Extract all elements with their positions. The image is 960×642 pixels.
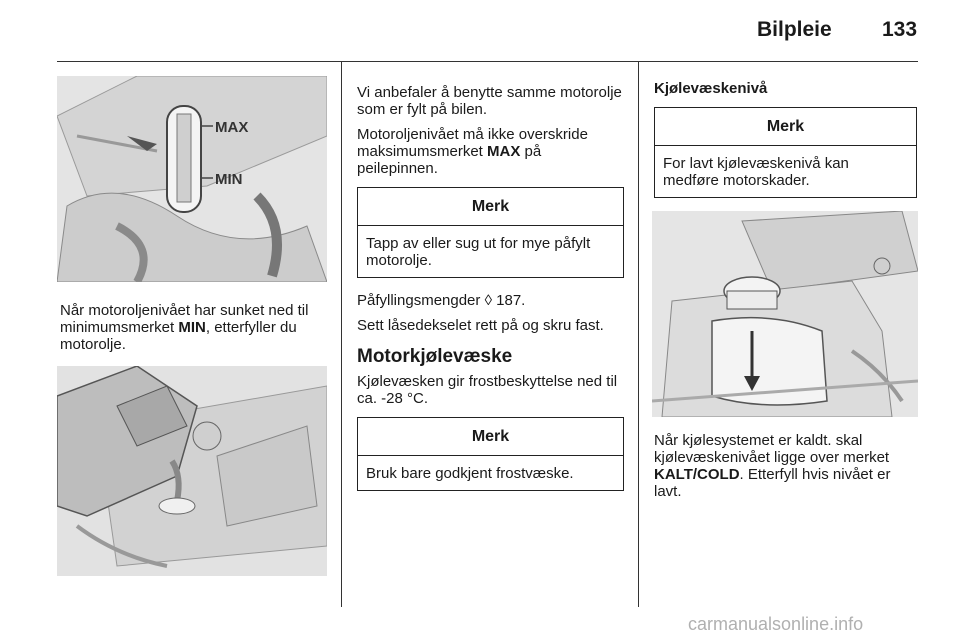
middle-paragraph-4: Sett låsedekselet rett på og skru fast. bbox=[357, 317, 604, 334]
middle-paragraph-2: Motoroljenivået må ikke overskride maksimumsmerket MAX på peilepinnen. bbox=[357, 126, 588, 177]
dipstick-min-label: MIN bbox=[215, 171, 243, 188]
right-column-text-lower bbox=[654, 432, 917, 508]
left-paragraph-1: Når motoroljenivået har sunket ned til minimumsmerket MIN, etterfyller du motorolje. bbox=[60, 302, 309, 353]
note-body: Bruk bare godkjent frostvæske. bbox=[366, 465, 574, 482]
dipstick-max-label: MAX bbox=[215, 119, 249, 136]
note-title: Merk bbox=[358, 418, 623, 456]
page-number: 133 bbox=[882, 18, 918, 41]
right-column-text bbox=[654, 80, 917, 212]
page-title: Bilpleie bbox=[757, 18, 832, 41]
left-column-text bbox=[60, 302, 332, 361]
header-divider bbox=[57, 61, 918, 62]
middle-paragraph-1: Vi anbefaler å benytte samme motorolje som er fylt på bilen. bbox=[357, 84, 622, 118]
section-heading: Motorkjølevæske bbox=[357, 346, 513, 367]
figure-pouring-oil bbox=[57, 366, 327, 576]
column-divider-right bbox=[638, 62, 639, 607]
max-mark: MAX bbox=[487, 143, 521, 160]
min-mark: MIN bbox=[178, 319, 206, 336]
right-paragraph-1: Når kjølesystemet er kaldt. skal kjølevæskenivået ligge over merket KALT/COLD. Etterfyll hvis nivået er lavt. bbox=[654, 432, 891, 500]
kalt-cold-mark: KALT/COLD bbox=[654, 466, 740, 483]
middle-paragraph-3: Påfyllingsmengder ◊ 187. bbox=[357, 292, 526, 309]
note-body: Tapp av eller sug ut for mye påfylt motorolje. bbox=[366, 235, 591, 269]
note-box-antifreeze bbox=[357, 417, 624, 491]
column-divider-left bbox=[341, 62, 342, 607]
note-box-oil bbox=[357, 187, 624, 278]
note-title: Merk bbox=[655, 108, 916, 146]
note-body: For lavt kjølevæskenivå kan medføre motorskader. bbox=[663, 155, 849, 189]
note-title: Merk bbox=[358, 188, 623, 226]
note-box-coolant bbox=[654, 107, 917, 198]
figure-coolant-reservoir bbox=[652, 211, 918, 417]
footer-watermark: carmanualsonline.info bbox=[688, 614, 864, 634]
sub-heading: Kjølevæskenivå bbox=[654, 80, 768, 97]
figure-engine-dipstick bbox=[57, 76, 327, 282]
middle-paragraph-5: Kjølevæsken gir frostbeskyttelse ned til ca. -28 °C. bbox=[357, 373, 618, 407]
middle-column-text bbox=[357, 84, 624, 505]
